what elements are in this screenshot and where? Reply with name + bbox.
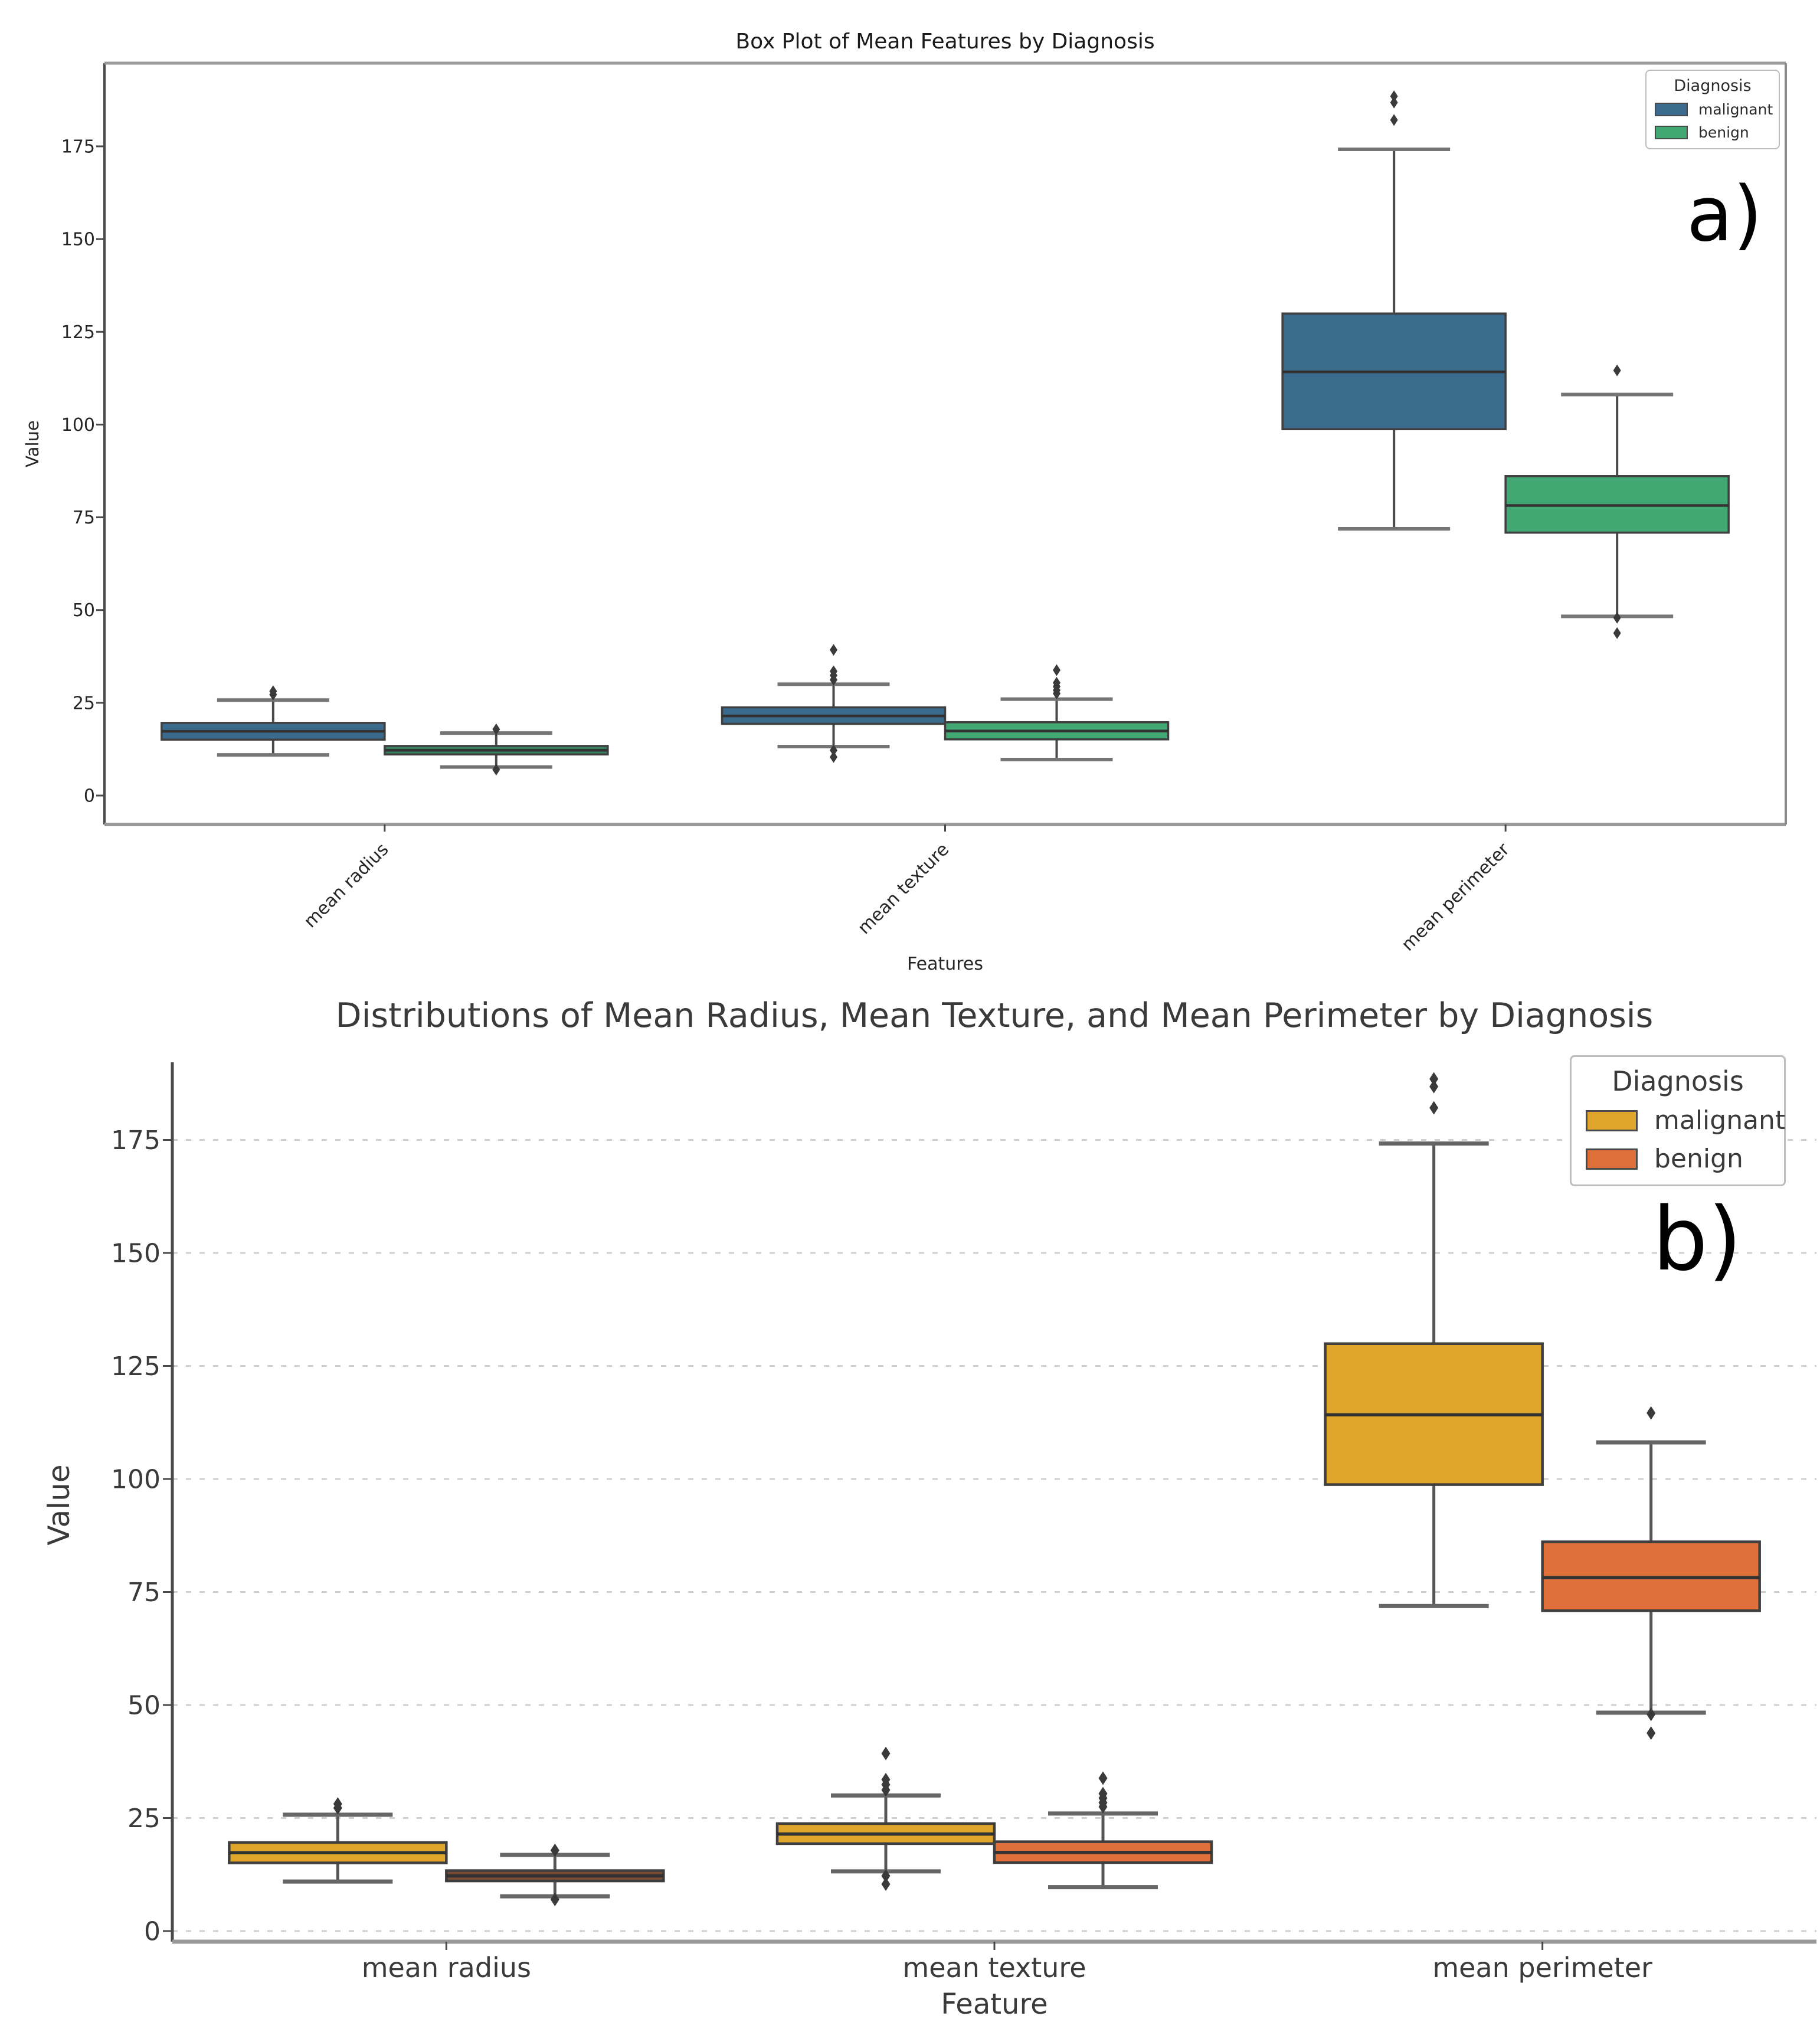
y-tick-label: 175: [61, 136, 95, 158]
chart-b-ylabel: [41, 1452, 77, 1558]
outlier-diamond: [1646, 1406, 1655, 1420]
chart-b-xlabel: Feature: [941, 1988, 1048, 2021]
outlier-diamond: [1646, 1707, 1655, 1721]
box-benign-mean-perimeter: [1505, 365, 1729, 639]
x-tick-label: mean texture: [902, 1952, 1086, 1984]
chart-a-ylabel-text: Value: [22, 420, 42, 467]
chart-b-title: Distributions of Mean Radius, Mean Texture, and Mean Perimeter by Diagnosis: [335, 996, 1654, 1035]
y-tick-label: 50: [127, 1690, 161, 1721]
malignant-swatch-icon: [1586, 1110, 1638, 1131]
chart-a-legend-item-benign: [1655, 124, 1770, 141]
y-tick-label: 125: [61, 322, 95, 343]
box-malignant-mean-radius: [229, 1797, 446, 1881]
chart-a-title: Box Plot of Mean Features by Diagnosis: [735, 30, 1155, 54]
x-tick-label: mean perimeter: [1397, 839, 1514, 955]
outlier-diamond: [830, 644, 837, 656]
chart-b-legend-item-malignant: [1586, 1105, 1786, 1135]
y-tick-label: 100: [61, 414, 95, 436]
chart-a-legend-label-benign: benign: [1698, 124, 1749, 141]
chart-b-legend-title: Diagnosis: [1612, 1065, 1744, 1097]
outlier-diamond: [1390, 114, 1398, 126]
y-tick-label: 0: [144, 1916, 161, 1947]
chart-a-legend-title: Diagnosis: [1674, 77, 1752, 95]
outlier-diamond: [1099, 1772, 1108, 1785]
chart-b-plot: [0, 944, 1820, 2042]
x-tick-label: mean radius: [300, 839, 393, 932]
x-tick-label: mean radius: [361, 1952, 531, 1984]
malignant-swatch-icon: [1655, 103, 1688, 116]
panel-label-b: b): [1652, 1189, 1742, 1290]
box-malignant-mean-perimeter: [1325, 1072, 1543, 1606]
box-benign-mean-texture: [945, 664, 1168, 759]
chart-a-ylabel: [21, 405, 44, 482]
box-malignant-mean-perimeter: [1282, 90, 1505, 529]
y-tick-label: 75: [72, 508, 95, 529]
outlier-diamond: [1429, 1072, 1438, 1086]
outlier-diamond: [882, 1747, 891, 1760]
outlier-diamond: [1646, 1726, 1655, 1740]
box-malignant-mean-texture: [722, 644, 945, 763]
outlier-diamond: [1613, 612, 1621, 624]
x-tick-label: mean texture: [853, 839, 954, 939]
benign-swatch-icon: [1655, 126, 1688, 139]
outlier-diamond: [1613, 365, 1621, 377]
box-benign-mean-perimeter: [1543, 1406, 1760, 1740]
outlier-diamond: [1429, 1101, 1438, 1115]
chart-b-legend-item-benign: [1586, 1144, 1770, 1174]
outlier-diamond: [1053, 664, 1060, 676]
y-tick-label: 50: [72, 600, 95, 621]
panel-label-a: a): [1687, 171, 1763, 258]
y-tick-label: 175: [111, 1125, 161, 1156]
outlier-diamond: [1613, 627, 1621, 639]
chart-b-legend-label-malignant: malignant: [1654, 1105, 1786, 1135]
chart-a-legend-item-malignant: [1655, 101, 1773, 118]
y-tick-label: 150: [61, 229, 95, 250]
x-tick-label: mean perimeter: [1432, 1952, 1652, 1984]
y-tick-label: 125: [111, 1351, 161, 1382]
chart-b-legend: [1570, 1055, 1786, 1186]
box-benign-mean-texture: [994, 1772, 1212, 1887]
chart-b-ylabel-text: Value: [42, 1464, 76, 1546]
benign-swatch-icon: [1586, 1148, 1638, 1170]
y-tick-label: 25: [72, 693, 95, 714]
box-benign-mean-radius: [385, 724, 608, 775]
chart-a-legend-label-malignant: malignant: [1698, 101, 1773, 118]
box-benign-mean-radius: [446, 1844, 663, 1906]
chart-a-legend: [1645, 70, 1780, 149]
y-tick-label: 100: [111, 1464, 161, 1495]
y-tick-label: 150: [111, 1238, 161, 1269]
y-tick-label: 75: [127, 1577, 161, 1608]
outlier-diamond: [1390, 90, 1398, 102]
y-tick-label: 25: [127, 1803, 161, 1834]
y-tick-label: 0: [83, 786, 95, 807]
chart-b-legend-label-benign: benign: [1654, 1144, 1743, 1174]
chart-a-xlabel: Features: [907, 954, 983, 974]
box-malignant-mean-radius: [162, 685, 385, 755]
